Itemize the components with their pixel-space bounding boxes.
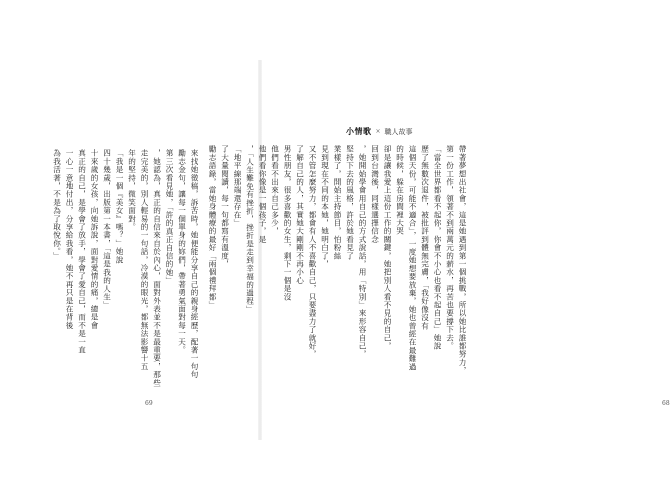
text-line: 「地平線那端還存在」 bbox=[233, 145, 242, 227]
section-title: 職人故事 bbox=[384, 127, 413, 136]
text-line: 這個天份，可能不適合」，一度她想要放棄，她也曾經在最難過 bbox=[408, 145, 417, 371]
text-line: 了大量閱讀，每一句都寫有溫度， bbox=[220, 145, 230, 268]
text-line: 男性朋友，很多喜歡的女生，剩下一個是沒 bbox=[283, 145, 292, 301]
text-line: 為我活著，不是為了取悅你。」 bbox=[52, 149, 62, 260]
text-line: 帶著夢想出社會，這是她遇到第一個挑戰，所以她比誰都努力， bbox=[458, 145, 467, 375]
text-line: ，她認為，真正的自信來自於內心，面對外表並不是最重要，那些 bbox=[152, 149, 162, 387]
left-page-number: 69 bbox=[145, 400, 153, 407]
text-line: 卻是讓我愛上這份工作的關鍵，她把別人看不見的自己， bbox=[383, 145, 392, 350]
right-page bbox=[208, 0, 670, 500]
text-line: 又不管怎麼努力，都會有人不喜歡自己，只要盡力了就好， bbox=[308, 145, 317, 359]
text-line: 的時候，躲在房間裡大哭 bbox=[395, 145, 405, 236]
text-line: 「當全世界都看不起你，你會不小心也看不起自己」她說 bbox=[433, 145, 442, 350]
text-line: 十來歲的女孩，向她訴說，面對愛情的痛，總是會 bbox=[90, 149, 99, 330]
text-line: 第三次看見她，「許的真正自信的她」 bbox=[165, 149, 174, 285]
text-line: 了解自己的人，其實她大剛剛不再小心 bbox=[295, 145, 305, 285]
text-line: 見到現在不同的本她，她明白了， bbox=[320, 145, 330, 268]
text-line: 勵志語錄，當她身體療的最好「兩個禮拜都」 bbox=[208, 145, 217, 309]
text-line: 年的堅持，微笑面對。 bbox=[127, 149, 137, 231]
text-line: 堅持下去的風格，許於她看見了 bbox=[345, 145, 355, 260]
text-line: 他們看不出來自己多少， bbox=[270, 145, 280, 236]
text-line: 業樣了，開始主持節目，怕粉絲 bbox=[333, 145, 342, 260]
right-page-body bbox=[206, 145, 469, 385]
text-line: ，「人生難免有挫折，挫折是走到幸福的過程」 bbox=[245, 145, 255, 314]
running-header bbox=[346, 126, 413, 137]
text-line: 歷了無數次退件，被批評到體無完膚，「我好像沒有 bbox=[420, 145, 430, 330]
text-line: 走完美的，別人輕易的一句話，冷漠的眼光，都無法影響十五 bbox=[140, 149, 149, 371]
left-page-body bbox=[50, 149, 200, 389]
text-line: 真正的自己，是學會了放手，學會了愛自己，而不是一直 bbox=[77, 149, 87, 354]
right-page-number: 68 bbox=[662, 400, 670, 407]
text-line: 四十幾歲，出版第一本書，「這是我的人生」 bbox=[102, 149, 112, 310]
text-line: 勵志金句，讓每一個單身的妳們，帶著勇氣面對每一天。 bbox=[177, 149, 187, 354]
series-logo: 小情歌 bbox=[346, 126, 372, 136]
text-line: 「我是一個『美女』嗎？」她說 bbox=[115, 149, 124, 264]
text-line: 來找她徵稿，訴苦時，她便能分享自己的親身經歷，配著一句句 bbox=[190, 149, 199, 379]
text-line: ，她開始學會用自己的方式說話，用「特別」來形容自己， bbox=[358, 145, 367, 359]
text-line: 他們看你像是一個孩子，是 bbox=[258, 145, 267, 244]
text-line: 一心一意地付出，分享給我看，她不再只是在背後 bbox=[65, 149, 74, 330]
text-line: 第一份工作，領著不到兩萬元的薪水，再苦也要撐下去。 bbox=[445, 145, 455, 350]
header-separator: × bbox=[375, 128, 381, 135]
text-line: 回到台灣後，同樣選擇信念 bbox=[370, 145, 380, 244]
